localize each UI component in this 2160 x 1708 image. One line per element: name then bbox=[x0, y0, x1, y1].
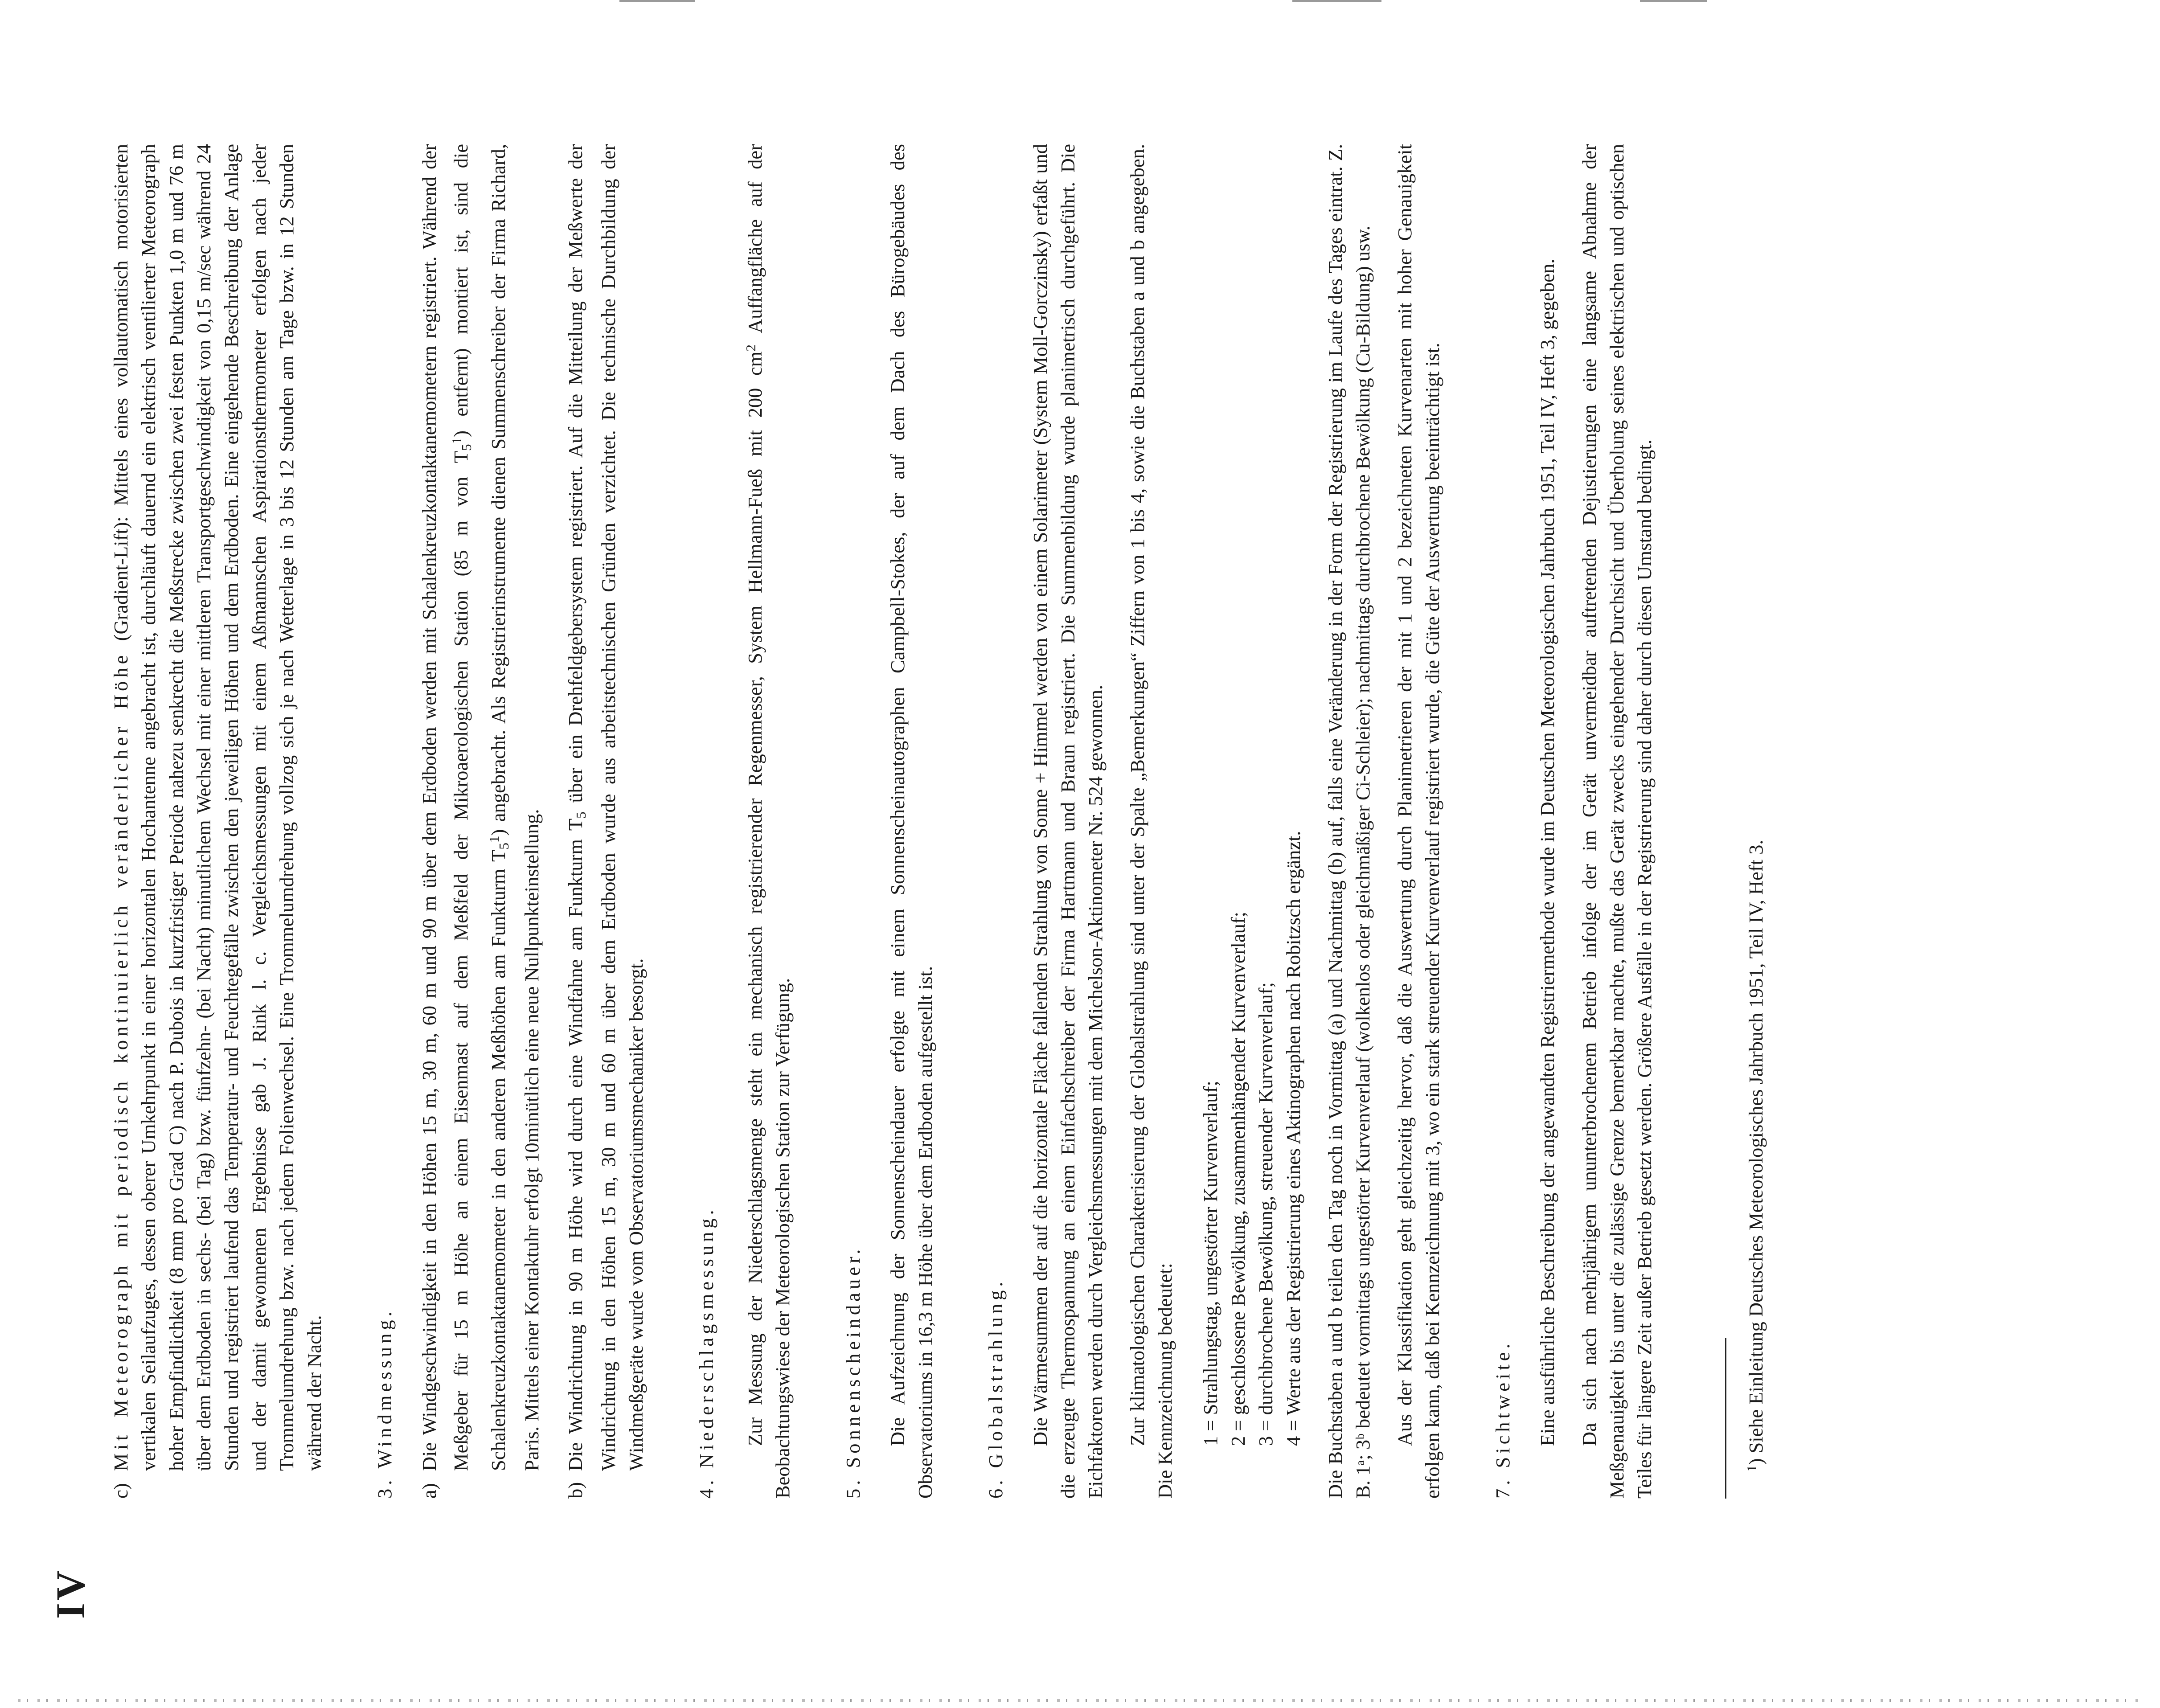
text-run: Auffangfläche auf der Beobachtungswiese der Meteorologischen Station zur Verfügung. bbox=[744, 144, 794, 1499]
item-label: c) bbox=[110, 1483, 132, 1499]
section-global-radiation bbox=[982, 144, 1446, 1499]
page-number: IV bbox=[48, 1568, 93, 1619]
section-precipitation bbox=[693, 144, 796, 1499]
text-run: Die Windgeschwindigkeit in den Höhen 15 m, 30 m, 60 m und 90 m über dem Erdboden werden mit Schalenkreuzkontaktanemometern registriert. Während der Meßgeber für 15 m Höhe an einem Eisenmast auf dem Meßfeld der Mikroaerologischen Station (85 m von T bbox=[418, 144, 472, 1471]
section-heading: 7. Sichtweite. bbox=[1492, 1340, 1514, 1499]
text-run: Die Windrichtung in 90 m Höhe wird durch eine Windfahne am Funkturm T bbox=[564, 818, 586, 1471]
superscript: 2 bbox=[743, 344, 759, 352]
section-c-title: Mit Meteorograph mit periodisch kontinuierlich veränderlicher Höhe bbox=[110, 651, 132, 1471]
list-item: 3 = durchbrochene Bewölkung, streuender Kurvenverlauf; bbox=[1254, 982, 1277, 1446]
paragraph: Eine ausführliche Beschreibung der angewandten Registriermethode wurde im Deutschen Meteorologischen Jahrbuch 1951, Teil IV, Heft 3, gegeben. bbox=[1536, 258, 1559, 1446]
text-run: ) angebracht. Als Registrierinstrumente dienen Summenschreiber der Firma Richard, Paris. Mittels einer Kontaktuhr erfolgt 10minütlich eine neue Nullpunkteinstellung. bbox=[487, 143, 543, 1471]
section-sunshine bbox=[839, 144, 939, 1499]
section-c-text: (Gradient-Lift): Mittels eines vollautomatisch motorisierten vertikalen Seilaufzuges, dessen oberer Umkehrpunkt in einer horizontalen Hochantenne angebracht ist, durchläuft dauernd ein elektrisch ventilierter Meteorograph hoher Empfindlichkeit (8 mm pro Grad C) nach P. Dubois in kurzfristiger Periode nahezu senkrecht die Meßstrecke zwischen zwei festen Punkten 1,0 m und 76 m über dem Erdboden in sechs- (bei Tag) bzw. fünfzehn- (bei Nacht) minutlichem Wechsel mit einer mittleren Transportgeschwindigkeit von 0,15 m/sec während 24 Stunden und registriert laufend das Temperatur- und Feuchtegefälle zwischen den jeweiligen Höhen und dem Erdboden. Eine eingehende Beschreibung der Anlage und der damit gewonnenen Ergebnisse gab J. Rink l. c. Vergleichsmessungen mit einem Aßmannschen Aspirationsthermometer erfolgen nach jeder Trommelumdrehung bzw. nach jedem Folienwechsel. Eine Trommelumdrehung vollzog sich je nach Wetterlage in 3 bis 12 Stunden am Tage bzw. in 12 Stunden während der Nacht. bbox=[110, 143, 325, 1471]
section-c bbox=[107, 144, 328, 1499]
footnote-divider bbox=[1725, 1338, 1726, 1499]
paragraph: Die Buchstaben a und b teilen den Tag noch in Vormittag (a) und Nachmittag (b) auf, falls eine Veränderung in der Form der Registrierung im Laufe des Tages eintrat. Z. B. 1ᵃ; 3ᵇ bedeutet vormittags ungestörter Kurvenverlauf (wolkenlos oder gleichmäßiger Ci-Schleier); nachmittags durchbrochene Bewölkung (Cu-Bildung) usw. bbox=[1324, 144, 1374, 1499]
paragraph: Die Wärmesummen der auf die horizontale Fläche fallenden Strahlung von Sonne + Himmel werden von einem Solarimeter (System Moll-Gorczinsky) erfaßt und die erzeugte Thermospannung an einem Einfachschreiber der Firma Hartmann und Braun registriert. Die Summenbildung wurde planimetrisch durchgeführt. Die Eichfaktoren werden durch Vergleichsmessungen mit dem Michelson-Aktinometer Nr. 524 gewonnen. bbox=[1029, 144, 1107, 1499]
item-label: a) bbox=[418, 1483, 440, 1499]
list-item: 2 = geschlossene Bewölkung, zusammenhängender Kurvenverlauf; bbox=[1227, 911, 1250, 1446]
section-visibility bbox=[1489, 144, 1658, 1499]
paragraph: Die Aufzeichnung der Sonnenscheindauer erfolgte mit einem Sonnenscheinautographen Campbell-Stokes, der auf dem Dach des Bürogebäudes des Observatoriums in 16,3 m Höhe über dem Erdboden aufgestellt ist. bbox=[886, 144, 937, 1499]
list-item: 1 = Strahlungstag, ungestörter Kurvenverlauf; bbox=[1199, 1081, 1222, 1446]
subscript: 5 bbox=[458, 444, 474, 451]
subscript: 5 bbox=[573, 811, 589, 819]
subscript: 5 bbox=[496, 843, 512, 850]
paragraph: Aus der Klassifikation geht gleichzeitig hervor, daß die Auswertung durch Planimetrieren der mit 1 und 2 bezeichneten Kurvenarten mit hoher Genauigkeit erfolgen kann, daß bei Kennzeichnung mit 3, wo ein stark streuender Kurvenverlauf registriert wurde, die Güte der Auswertung beeinträchtigt ist. bbox=[1394, 144, 1444, 1499]
footnote-marker: 1 bbox=[1744, 1465, 1760, 1472]
text-run: Zur Messung der Niederschlagsmenge steht ein mechanisch registrierender Regenmesser, System Hellmann-Fueß mit 200 cm bbox=[744, 351, 766, 1446]
wind-item-a bbox=[415, 144, 545, 1499]
section-heading: 6. Globalstrahlung. bbox=[984, 1278, 1007, 1499]
text-block bbox=[107, 144, 1770, 1499]
list-item: 4 = Werte aus der Registrierung eines Aktinographen nach Robitzsch ergänzt. bbox=[1282, 831, 1305, 1446]
paragraph: Zur klimatologischen Charakterisierung der Globalstrahlung sind unter der Spalte „Bemerkungen“ Ziffern von 1 bis 4, sowie die Buchstaben a und b angegeben. Die Kennzeichnung bedeutet: bbox=[1126, 144, 1176, 1499]
footnote-ref: 1 bbox=[449, 437, 464, 444]
footnote-text: Siehe Einleitung Deutsches Meteorologisches Jahrbuch 1951, Teil IV, Heft 3. bbox=[1745, 840, 1767, 1454]
section-heading: 5. Sonnenscheindauer. bbox=[842, 1245, 865, 1499]
footnote-ref: 1 bbox=[486, 836, 502, 843]
classification-list bbox=[1197, 144, 1307, 1446]
paragraph: Da sich nach mehrjährigem ununterbrochenem Betrieb infolge der im Gerät unvermeidbar auftretenden Dejustierungen eine langsame Abnahme der Meßgenauigkeit bis unter die zulässige Grenze bemerkbar machte, mußte das Gerät zwecks eingehender Durchsicht und Überholung seines elektrischen und optischen Teiles für längere Zeit außer Betrieb gesetzt werden. Größere Ausfälle in der Registrierung sind daher durch diesen Umstand bedingt. bbox=[1578, 144, 1656, 1499]
text-run: über ein Drehfeldgebersystem registriert. Auf die Mitteilung der Meßwerte der Windrichtung in den Höhen 15 m, 30 m und 60 m über dem Erdboden wurde aus arbeitstechnischen Gründen verzichtet. Die technische Durchbildung der Windmeßgeräte wurde vom Observatoriumsmechaniker besorgt. bbox=[564, 144, 648, 1471]
section-heading: 3. Windmessung. bbox=[373, 1308, 396, 1499]
footnote: $^1$) Siehe Einleitung Deutsches Meteorologisches Jahrbuch 1951, Teil IV, Heft 3. bbox=[1744, 840, 1767, 1472]
section-wind bbox=[371, 144, 650, 1499]
item-label: b) bbox=[564, 1482, 586, 1499]
section-heading: 4. Niederschlagsmessung. bbox=[695, 1206, 718, 1499]
text-run: ) entfernt) montiert ist, sind die Schalenkreuzkontaktanemometer in den anderen Meßhöhen am Funkturm T bbox=[450, 144, 509, 1471]
paragraph bbox=[737, 144, 796, 1499]
wind-item-b bbox=[562, 144, 650, 1499]
